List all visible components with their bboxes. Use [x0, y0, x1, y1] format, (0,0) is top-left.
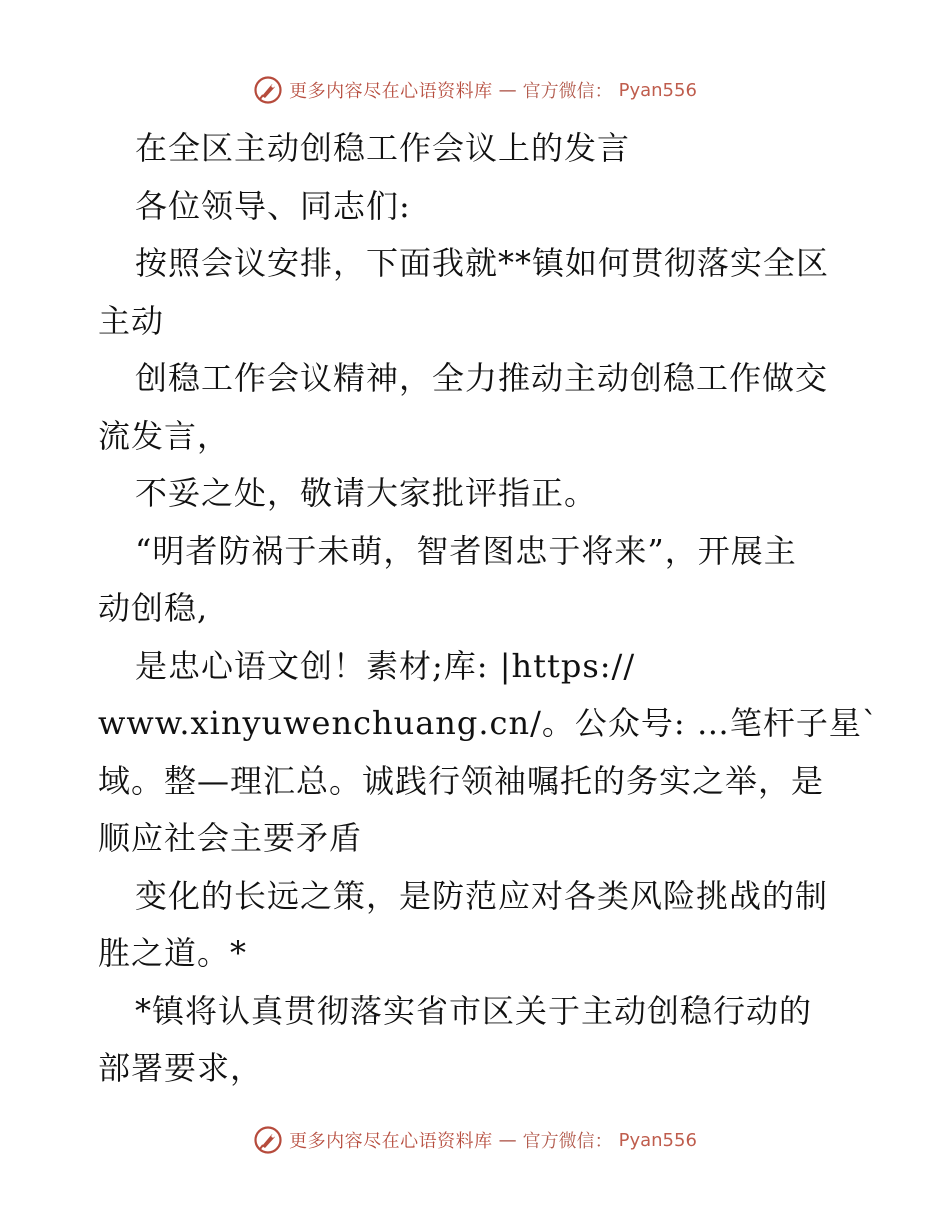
paragraph-line: 主动: [98, 301, 165, 340]
footer-banner: [0, 1120, 950, 1160]
document-body: [98, 120, 879, 1098]
document-title: 在全区主动创稳工作会议上的发言: [135, 129, 631, 167]
wechat-label: 官方微信：: [522, 81, 613, 102]
paragraph-line: *镇将认真贯彻落实省市区关于主动创稳行动的: [135, 991, 813, 1030]
separator: —: [498, 1129, 517, 1151]
paragraph-line: www.xinyuwenchuang.cn/。公众号: …笔杆子星`: [98, 704, 879, 742]
salutation: 各位领导、同志们:: [135, 186, 411, 225]
paragraph-line: 变化的长远之策，是防范应对各类风险挑战的制: [135, 876, 829, 915]
wechat-id: Pyan556: [618, 1129, 697, 1151]
site-text: 更多内容尽在心语资料库: [289, 1131, 493, 1152]
header-banner: [0, 70, 950, 110]
site-text: 更多内容尽在心语资料库: [289, 81, 493, 102]
pen-nib-icon: [253, 75, 283, 105]
paragraph-line: 顺应社会主要矛盾: [98, 819, 363, 857]
paragraph-line: 动创稳,: [98, 589, 209, 627]
separator: —: [498, 79, 517, 101]
paragraph-line: 不妥之处，敬请大家批评指正。: [135, 474, 598, 512]
pen-nib-icon: [253, 1125, 283, 1155]
paragraph-line: “明者防祸于未萌，智者图忠于将来”，开展主: [135, 531, 797, 570]
paragraph-line: 按照会议安排，下面我就**镇如何贯彻落实全区: [135, 244, 830, 282]
wechat-label: 官方微信：: [522, 1131, 613, 1152]
paragraph-line: 域。整—理汇总。诚践行领袖嘱托的务实之举，是: [98, 761, 825, 800]
paragraph-line: 胜之道。*: [98, 934, 248, 972]
wechat-id: Pyan556: [618, 79, 697, 101]
paragraph-line: 部署要求，: [98, 1049, 264, 1087]
paragraph-line: 是忠心语文创！素材;库: |https://: [135, 646, 636, 685]
paragraph-line: 创稳工作会议精神，全力推动主动创稳工作做交: [135, 359, 829, 397]
paragraph-line: 流发言，: [98, 416, 231, 455]
